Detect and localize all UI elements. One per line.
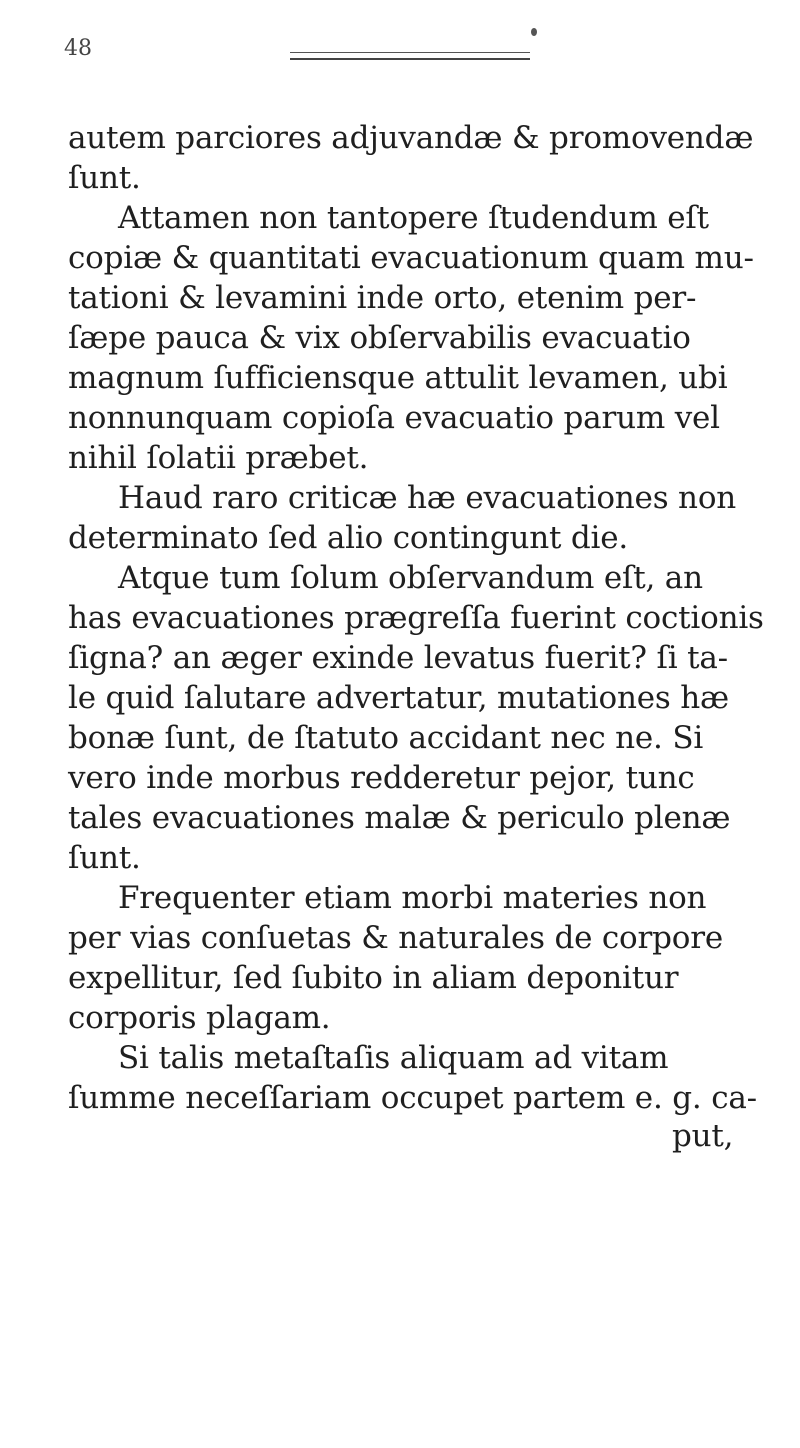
catchword: put, — [672, 1118, 734, 1154]
text-line: ſumme neceſſariam occupet partem e. g. ca- — [68, 1080, 757, 1116]
text-line: nihil ſolatii præbet. — [68, 440, 369, 476]
text-line: autem parciores adjuvandæ & promovendæ — [68, 120, 754, 156]
text-line: ſunt. — [68, 160, 141, 196]
text-line: bonæ ſunt, de ſtatuto accidant nec ne. Si — [68, 720, 704, 756]
text-line: corporis plagam. — [68, 1000, 331, 1036]
text-line: tales evacuationes malæ & periculo plenæ — [68, 800, 731, 836]
text-line: Si talis metaſtaſis aliquam ad vitam — [118, 1040, 669, 1076]
text-line: tationi & levamini inde orto, etenim per- — [68, 280, 697, 316]
text-line: ſigna? an æger exinde levatus fuerit? ſi ta- — [68, 640, 728, 676]
text-line: ſunt. — [68, 840, 141, 876]
text-line: ſæpe pauca & vix obſervabilis evacuatio — [68, 320, 691, 356]
text-line: Attamen non tantopere ſtudendum eſt — [118, 200, 709, 236]
text-line: vero inde morbus redderetur pejor, tunc — [68, 760, 695, 796]
text-line: nonnunquam copioſa evacuatio parum vel — [68, 400, 720, 436]
text-line: has evacuationes prægreſſa fuerint coctionis — [68, 600, 764, 636]
text-line: magnum ſufficiensque attulit levamen, ubi — [68, 360, 728, 396]
text-line: copiæ & quantitati evacuationum quam mu- — [68, 240, 754, 276]
text-line: Frequenter etiam morbi materies non — [118, 880, 707, 916]
text-line: Atque tum ſolum obſervandum eſt, an — [118, 560, 703, 596]
text-line: per vias conſuetas & naturales de corpore — [68, 920, 724, 956]
page-number: 48 — [64, 36, 92, 61]
text-line: determinato ſed alio contingunt die. — [68, 520, 629, 556]
text-line: le quid ſalutare advertatur, mutationes hæ — [68, 680, 729, 716]
text-line: Haud raro criticæ hæ evacuationes non — [118, 480, 737, 516]
text-line: expellitur, ſed ſubito in aliam deponitur — [68, 960, 679, 996]
